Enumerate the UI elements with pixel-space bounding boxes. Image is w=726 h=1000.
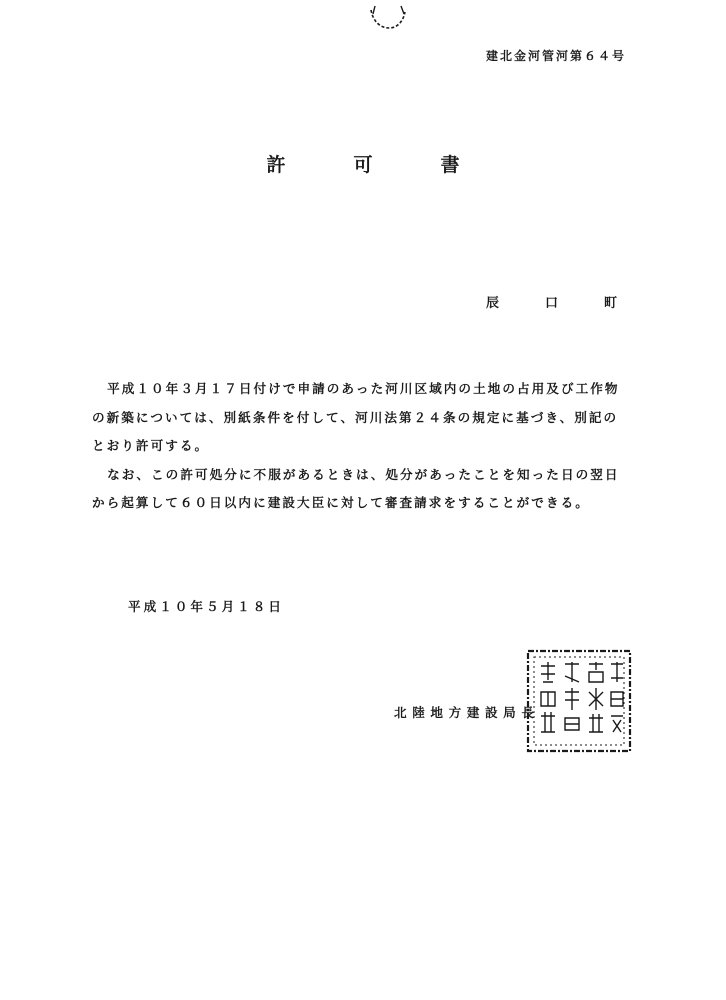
document-title	[0, 150, 726, 177]
recipient-name	[486, 292, 617, 311]
body-paragraph: なお、この許可処分に不服があるときは、処分があったことを知った日の翌日から起算して６０日以内に建設大臣に対して審査請求をすることができる。	[92, 466, 620, 510]
recipient-char: 辰	[486, 296, 500, 311]
issue-date: 平成１０年５月１８日	[128, 599, 284, 614]
binding-hole-mark	[367, 4, 409, 30]
title-char: 書	[440, 154, 460, 176]
document-number: 建北金河管河第６４号	[485, 49, 626, 63]
title-char: 許	[266, 154, 286, 176]
recipient-char: 町	[604, 296, 618, 311]
official-seal	[525, 648, 633, 754]
permit-body	[92, 375, 632, 518]
recipient-char: 口	[545, 296, 559, 311]
title-char: 可	[353, 154, 373, 176]
issuer-title: 北陸地方建設局長	[394, 705, 540, 720]
body-paragraph: 平成１０年３月１７日付けで申請のあった河川区域内の土地の占用及び工作物の新築については、別紙条件を付して、河川法第２４条の規定に基づき、別記のとおり許可する。	[92, 381, 620, 453]
